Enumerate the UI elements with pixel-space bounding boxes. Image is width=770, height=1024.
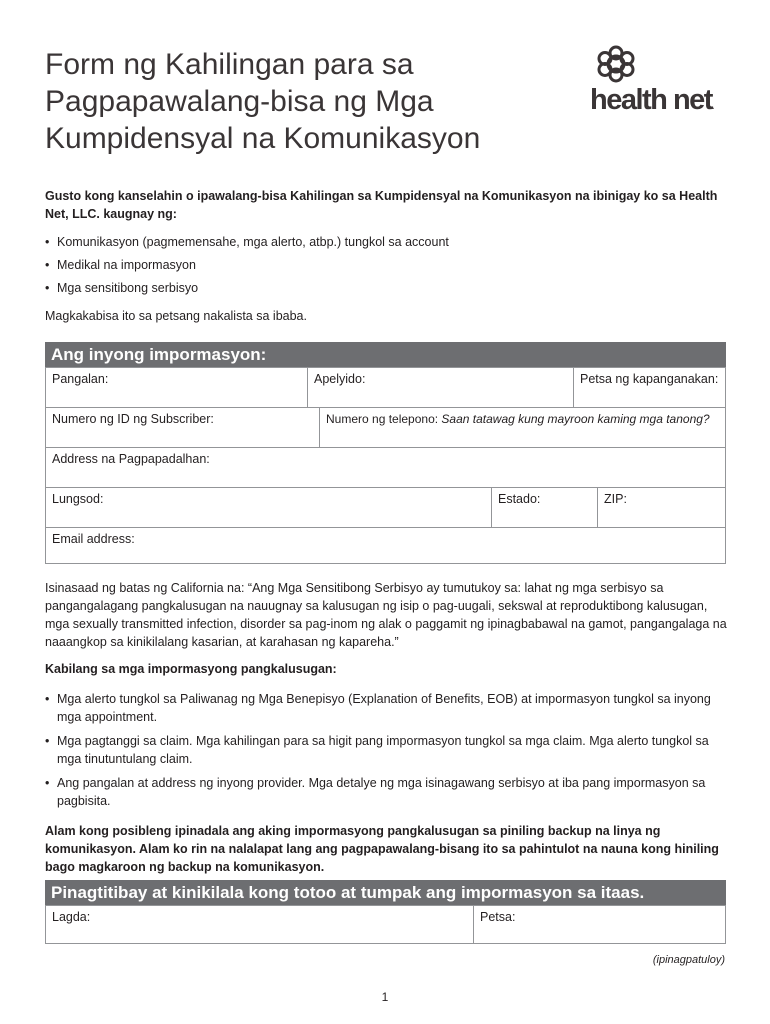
statute-paragraph: Isinasaad ng batas ng California na: “Ang Mga Sensitibong Serbisyo ay tumutukoy sa: lahat ng mga serbisyo sa pangangalagang pangkalusugan na nauugnay sa kalusugan ng isip o pag-uugali, sekswal at reproduktibong kalusugan, mga sexually transmitted infection, disorder sa pag-inom ng alak o paggamit ng ipinagbabawal na gamot, pangangalaga na naaangkop sa kinikilalang kasarian, at karahasan ng kapareha.”	[45, 581, 727, 649]
health-info-list	[45, 691, 725, 817]
title-line-2: Pagpapawalang-bisa ng Mga	[45, 85, 434, 118]
title-line-3: Kumpidensyal na Komunikasyon	[45, 122, 481, 155]
health-info-heading: Kabilang sa mga impormasyong pangkalusugan:	[45, 662, 337, 676]
list-item: • Medikal na impormasyon	[45, 257, 725, 274]
form-row-email	[46, 527, 725, 566]
signature-grid	[45, 905, 726, 944]
signature-row	[46, 906, 725, 943]
form-row-city	[46, 487, 725, 527]
intro-text: Gusto kong kanselahin o ipawalang-bisa Kahilingan sa Kumpidensyal na Komunikasyon na ibinigay ko sa Health Net, LLC. kaugnay ng:	[45, 189, 718, 221]
form-title	[45, 46, 565, 157]
signature-section-header: Pinagtitibay at kinikilala kong totoo at tumpak ang impormasyon sa itaas.	[45, 880, 726, 905]
logo-wordmark: health net.	[590, 84, 715, 116]
info-section-header: Ang inyong impormasyon:	[45, 342, 726, 367]
revocation-scope-list	[45, 234, 725, 303]
logo-mark-icon	[596, 44, 636, 84]
city-field[interactable]: Lungsod:	[52, 492, 104, 506]
state-field[interactable]: Estado:	[491, 488, 597, 527]
mailing-address-field[interactable]: Address na Pagpapadalhan:	[52, 452, 210, 466]
zip-field[interactable]: ZIP:	[597, 488, 725, 527]
date-field[interactable]: Petsa:	[473, 906, 725, 943]
birthdate-field[interactable]: Petsa ng kapanganakan:	[573, 368, 725, 407]
phone-note: Saan tatawag kung mayroon kaming mga tanong?	[441, 412, 710, 426]
page-number: 1	[381, 990, 389, 1004]
email-field[interactable]: Email address:	[52, 532, 135, 546]
subscriber-id-field[interactable]: Numero ng ID ng Subscriber:	[52, 412, 214, 426]
info-form-grid	[45, 367, 726, 564]
phone-field[interactable]: Numero ng telepono: Saan tatawag kung mayroon kaming mga tanong?	[319, 408, 725, 447]
continued-note: (ipinagpatuloy)	[652, 954, 725, 966]
form-row-address	[46, 447, 725, 487]
list-item: • Komunikasyon (pagmemensahe, mga alerto, atbp.) tungkol sa account	[45, 234, 725, 251]
list-item: • Ang pangalan at address ng inyong provider. Mga detalye ng mga isinagawang serbisyo at iba pang impormasyon sa pagbisita.	[45, 775, 725, 810]
acknowledgement-text: Alam kong posibleng ipinadala ang aking impormasyong pangkalusugan sa piniling backup na linya ng komunikasyon. Alam ko rin na nalalapat lang ang pagpapawalang-bisang ito sa pahintulot na nauna kong hiniling bago magkaroon ng backup na komunikasyon.	[45, 824, 719, 874]
title-line-1: Form ng Kahilingan para sa	[45, 48, 414, 81]
health-net-logo	[590, 44, 740, 124]
last-name-field[interactable]: Apelyido:	[307, 368, 573, 407]
effective-note: Magkakabisa ito sa petsang nakalista sa ibaba.	[45, 309, 307, 323]
signature-field[interactable]: Lagda:	[52, 910, 91, 924]
list-item: • Mga sensitibong serbisyo	[45, 280, 725, 297]
first-name-field[interactable]: Pangalan:	[52, 372, 109, 386]
form-row-id	[46, 407, 725, 447]
form-row-name	[46, 368, 725, 407]
list-item: • Mga alerto tungkol sa Paliwanag ng Mga Benepisyo (Explanation of Benefits, EOB) at impormasyon tungkol sa inyong mga appointment.	[45, 691, 725, 726]
list-item: • Mga pagtanggi sa claim. Mga kahilingan para sa higit pang impormasyon tungkol sa mga claim. Mga alerto tungkol sa mga tinutuntulang claim.	[45, 733, 725, 768]
